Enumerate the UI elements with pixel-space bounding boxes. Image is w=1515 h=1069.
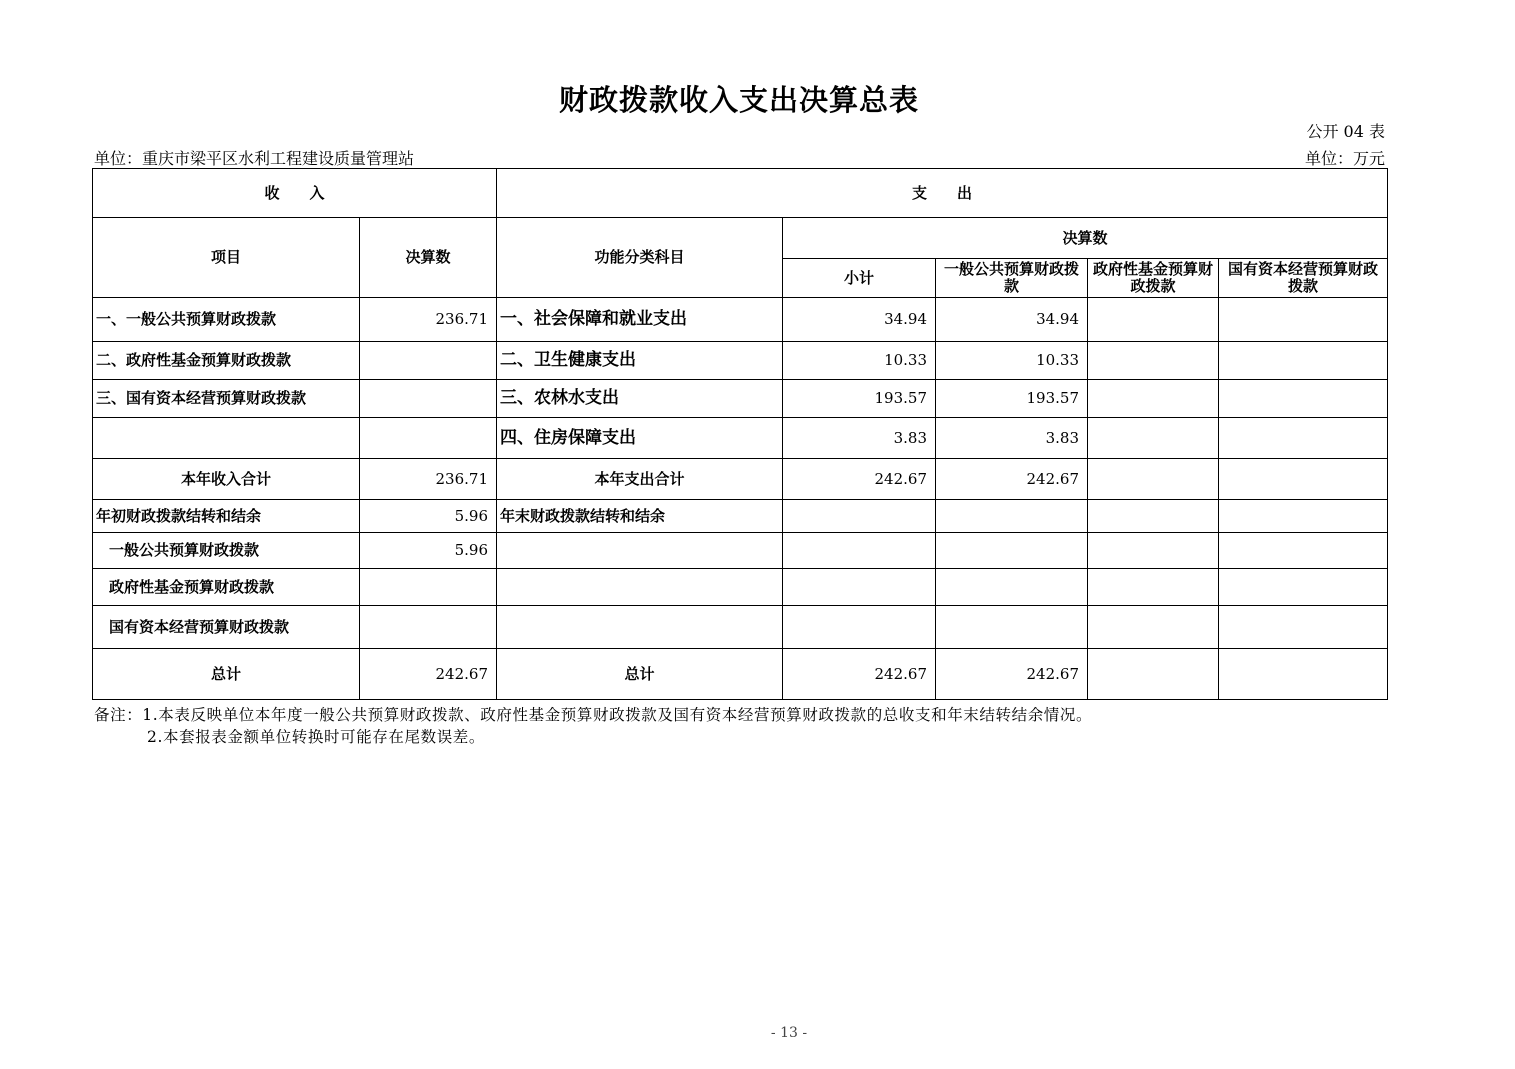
table-row: 三、国有资本经营预算财政拨款 三、农林水支出 193.57 193.57 xyxy=(93,380,1388,418)
table-row: 本年收入合计 236.71 本年支出合计 242.67 242.67 xyxy=(93,459,1388,500)
table-row: 一、一般公共预算财政拨款 236.71 一、社会保障和就业支出 34.94 34.94 xyxy=(93,298,1388,342)
page-title: 财政拨款收入支出决算总表 xyxy=(558,83,919,117)
page-number: - 13 - xyxy=(770,1025,808,1041)
form-number: 公开 04 表 xyxy=(1306,122,1385,141)
expense-header: 支 出 xyxy=(497,169,1388,218)
final-amount-header: 决算数 xyxy=(783,218,1388,259)
note-line-1: 备注：1.本表反映单位本年度一般公共预算财政拨款、政府性基金预算财政拨款及国有资本经营预算财政拨款的总收支和年末结转结余情况。 xyxy=(94,706,1093,724)
table-row: 年初财政拨款结转和结余 5.96 年末财政拨款结转和结余 xyxy=(93,500,1388,533)
budget-summary-table xyxy=(92,168,1388,700)
general-budget-header: 一般公共预算财政拨款 xyxy=(936,259,1088,298)
state-capital-header: 国有资本经营预算财政拨款 xyxy=(1219,259,1388,298)
table-row: 总计 242.67 总计 242.67 242.67 xyxy=(93,649,1388,700)
income-header: 收 入 xyxy=(93,169,497,218)
table-row: 二、政府性基金预算财政拨款 二、卫生健康支出 10.33 10.33 xyxy=(93,342,1388,380)
table-row: 国有资本经营预算财政拨款 xyxy=(93,606,1388,649)
item-header: 项目 xyxy=(93,218,360,298)
reporting-unit: 单位：重庆市梁平区水利工程建设质量管理站 xyxy=(94,149,415,168)
function-subject-header: 功能分类科目 xyxy=(497,218,783,298)
amount-header: 决算数 xyxy=(360,218,497,298)
note-line-2: 2.本套报表金额单位转换时可能存在尾数误差。 xyxy=(147,728,485,746)
gov-fund-header: 政府性基金预算财政拨款 xyxy=(1088,259,1219,298)
table-row: 四、住房保障支出 3.83 3.83 xyxy=(93,418,1388,459)
table-row: 政府性基金预算财政拨款 xyxy=(93,569,1388,606)
currency-unit: 单位：万元 xyxy=(1304,149,1385,168)
subtotal-header: 小计 xyxy=(783,259,936,298)
table-row: 一般公共预算财政拨款 5.96 xyxy=(93,533,1388,569)
